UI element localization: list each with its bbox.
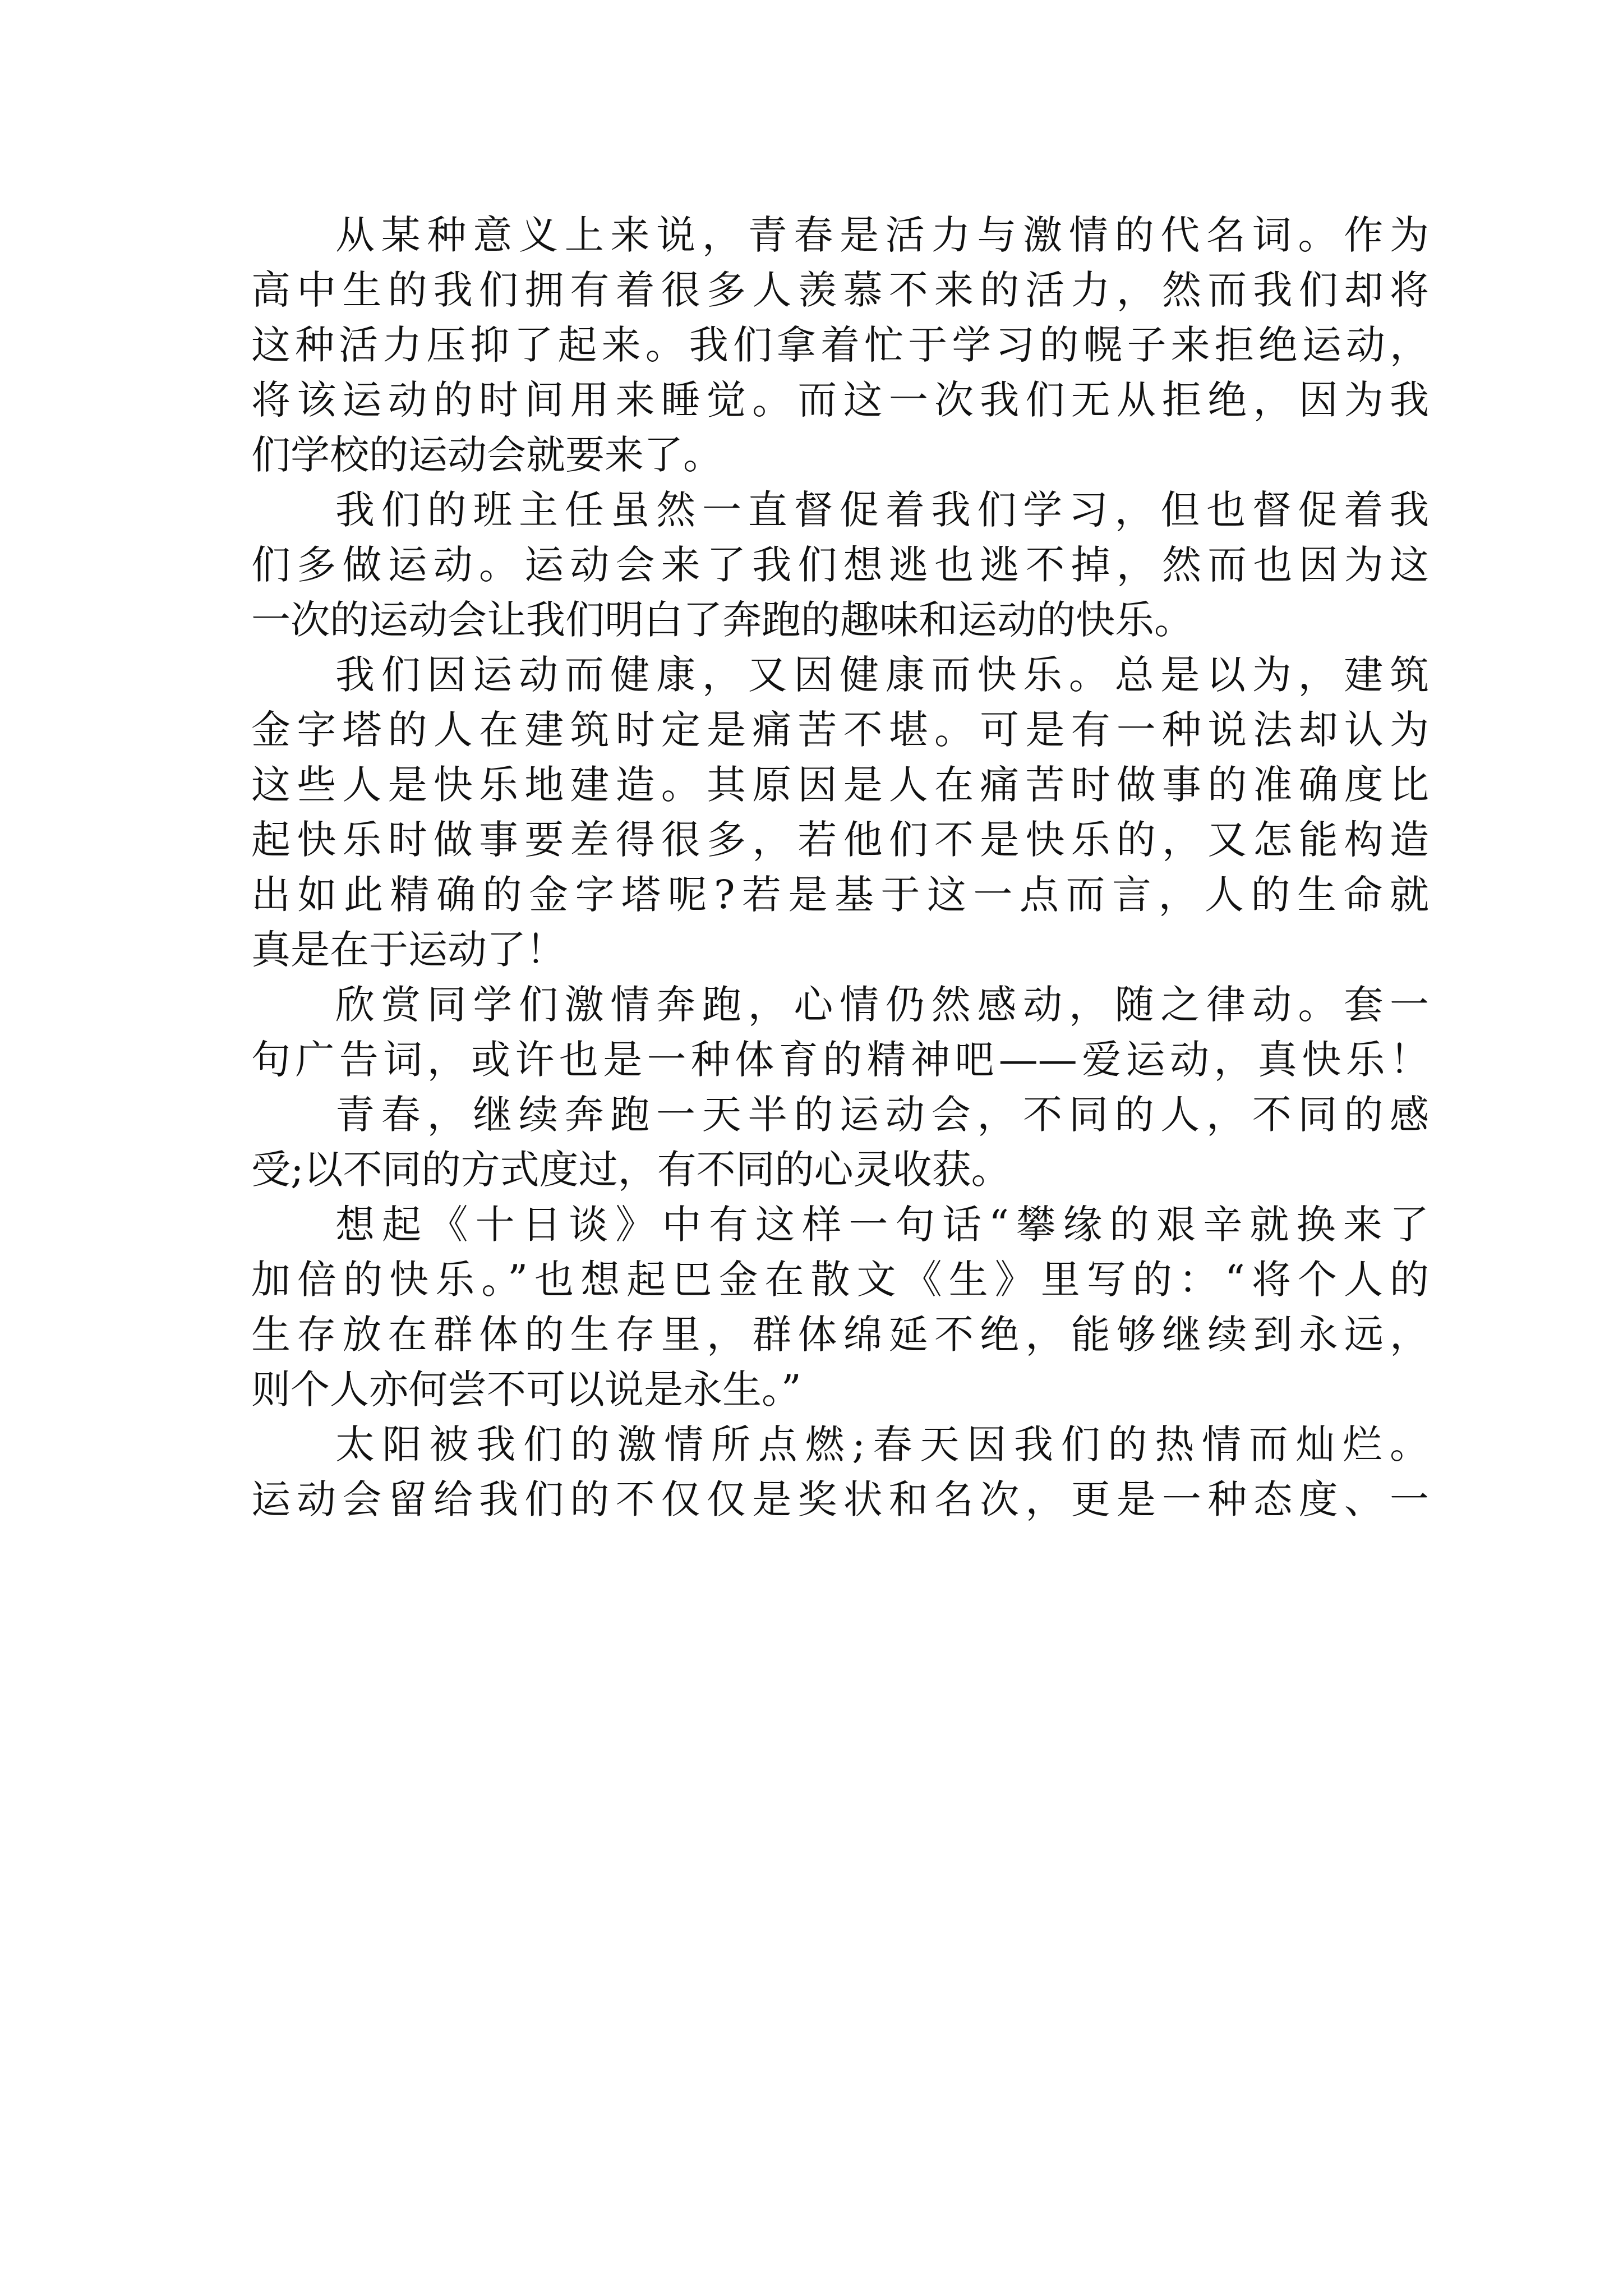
- paragraph-1: [251, 208, 1429, 482]
- text-line: 欣赏同学们激情奔跑，心情仍然感动，随之律动。套一: [335, 982, 1429, 1028]
- text-line: 句广告词，或许也是一种体育的精神吧——爱运动，真快乐！: [251, 1037, 1429, 1083]
- paragraph-7: [251, 1417, 1429, 1527]
- document-body: [251, 208, 1429, 1527]
- text-line: 运动会留给我们的不仅仅是奖状和名次，更是一种态度、一: [251, 1476, 1429, 1522]
- text-line: 我们因运动而健康，又因健康而快乐。总是以为，建筑: [335, 652, 1429, 698]
- text-line: 受;以不同的方式度过，有不同的心灵收获。: [251, 1147, 1011, 1193]
- text-line: 这些人是快乐地建造。其原因是人在痛苦时做事的准确度比: [251, 762, 1429, 808]
- text-line: 真是在于运动了！: [251, 927, 565, 973]
- text-line: 将该运动的时间用来睡觉。而这一次我们无从拒绝，因为我: [251, 377, 1429, 423]
- text-line: 们学校的运动会就要来了。: [251, 432, 722, 478]
- text-line: 想起《十日谈》中有这样一句话“攀缘的艰辛就换来了: [335, 1202, 1429, 1248]
- text-line: 我们的班主任虽然一直督促着我们学习，但也督促着我: [335, 487, 1429, 533]
- text-line: 们多做运动。运动会来了我们想逃也逃不掉，然而也因为这: [251, 542, 1429, 588]
- text-line: 青春，继续奔跑一天半的运动会，不同的人，不同的感: [335, 1092, 1429, 1138]
- text-line: 则个人亦何尝不可以说是永生。”: [251, 1366, 801, 1412]
- paragraph-2: [251, 482, 1429, 647]
- text-line: 出如此精确的金字塔呢?若是基于这一点而言，人的生命就: [251, 872, 1429, 918]
- text-line: 生存放在群体的生存里，群体绵延不绝，能够继续到永远，: [251, 1312, 1429, 1358]
- paragraph-5: [251, 1087, 1429, 1197]
- text-line: 加倍的快乐。”也想起巴金在散文《生》里写的：“将个人的: [251, 1257, 1429, 1303]
- text-line: 金字塔的人在建筑时定是痛苦不堪。可是有一种说法却认为: [251, 707, 1429, 753]
- text-line: 一次的运动会让我们明白了奔跑的趣味和运动的快乐。: [251, 597, 1193, 643]
- text-line: 起快乐时做事要差得很多，若他们不是快乐的，又怎能构造: [251, 817, 1429, 863]
- paragraph-6: [251, 1197, 1429, 1417]
- text-line: 从某种意义上来说，青春是活力与激情的代名词。作为: [335, 212, 1429, 258]
- paragraph-3: [251, 647, 1429, 977]
- paragraph-4: [251, 977, 1429, 1087]
- text-line: 这种活力压抑了起来。我们拿着忙于学习的幌子来拒绝运动，: [251, 322, 1429, 368]
- text-line: 高中生的我们拥有着很多人羡慕不来的活力，然而我们却将: [251, 267, 1429, 313]
- text-line: 太阳被我们的激情所点燃;春天因我们的热情而灿烂。: [335, 1421, 1429, 1467]
